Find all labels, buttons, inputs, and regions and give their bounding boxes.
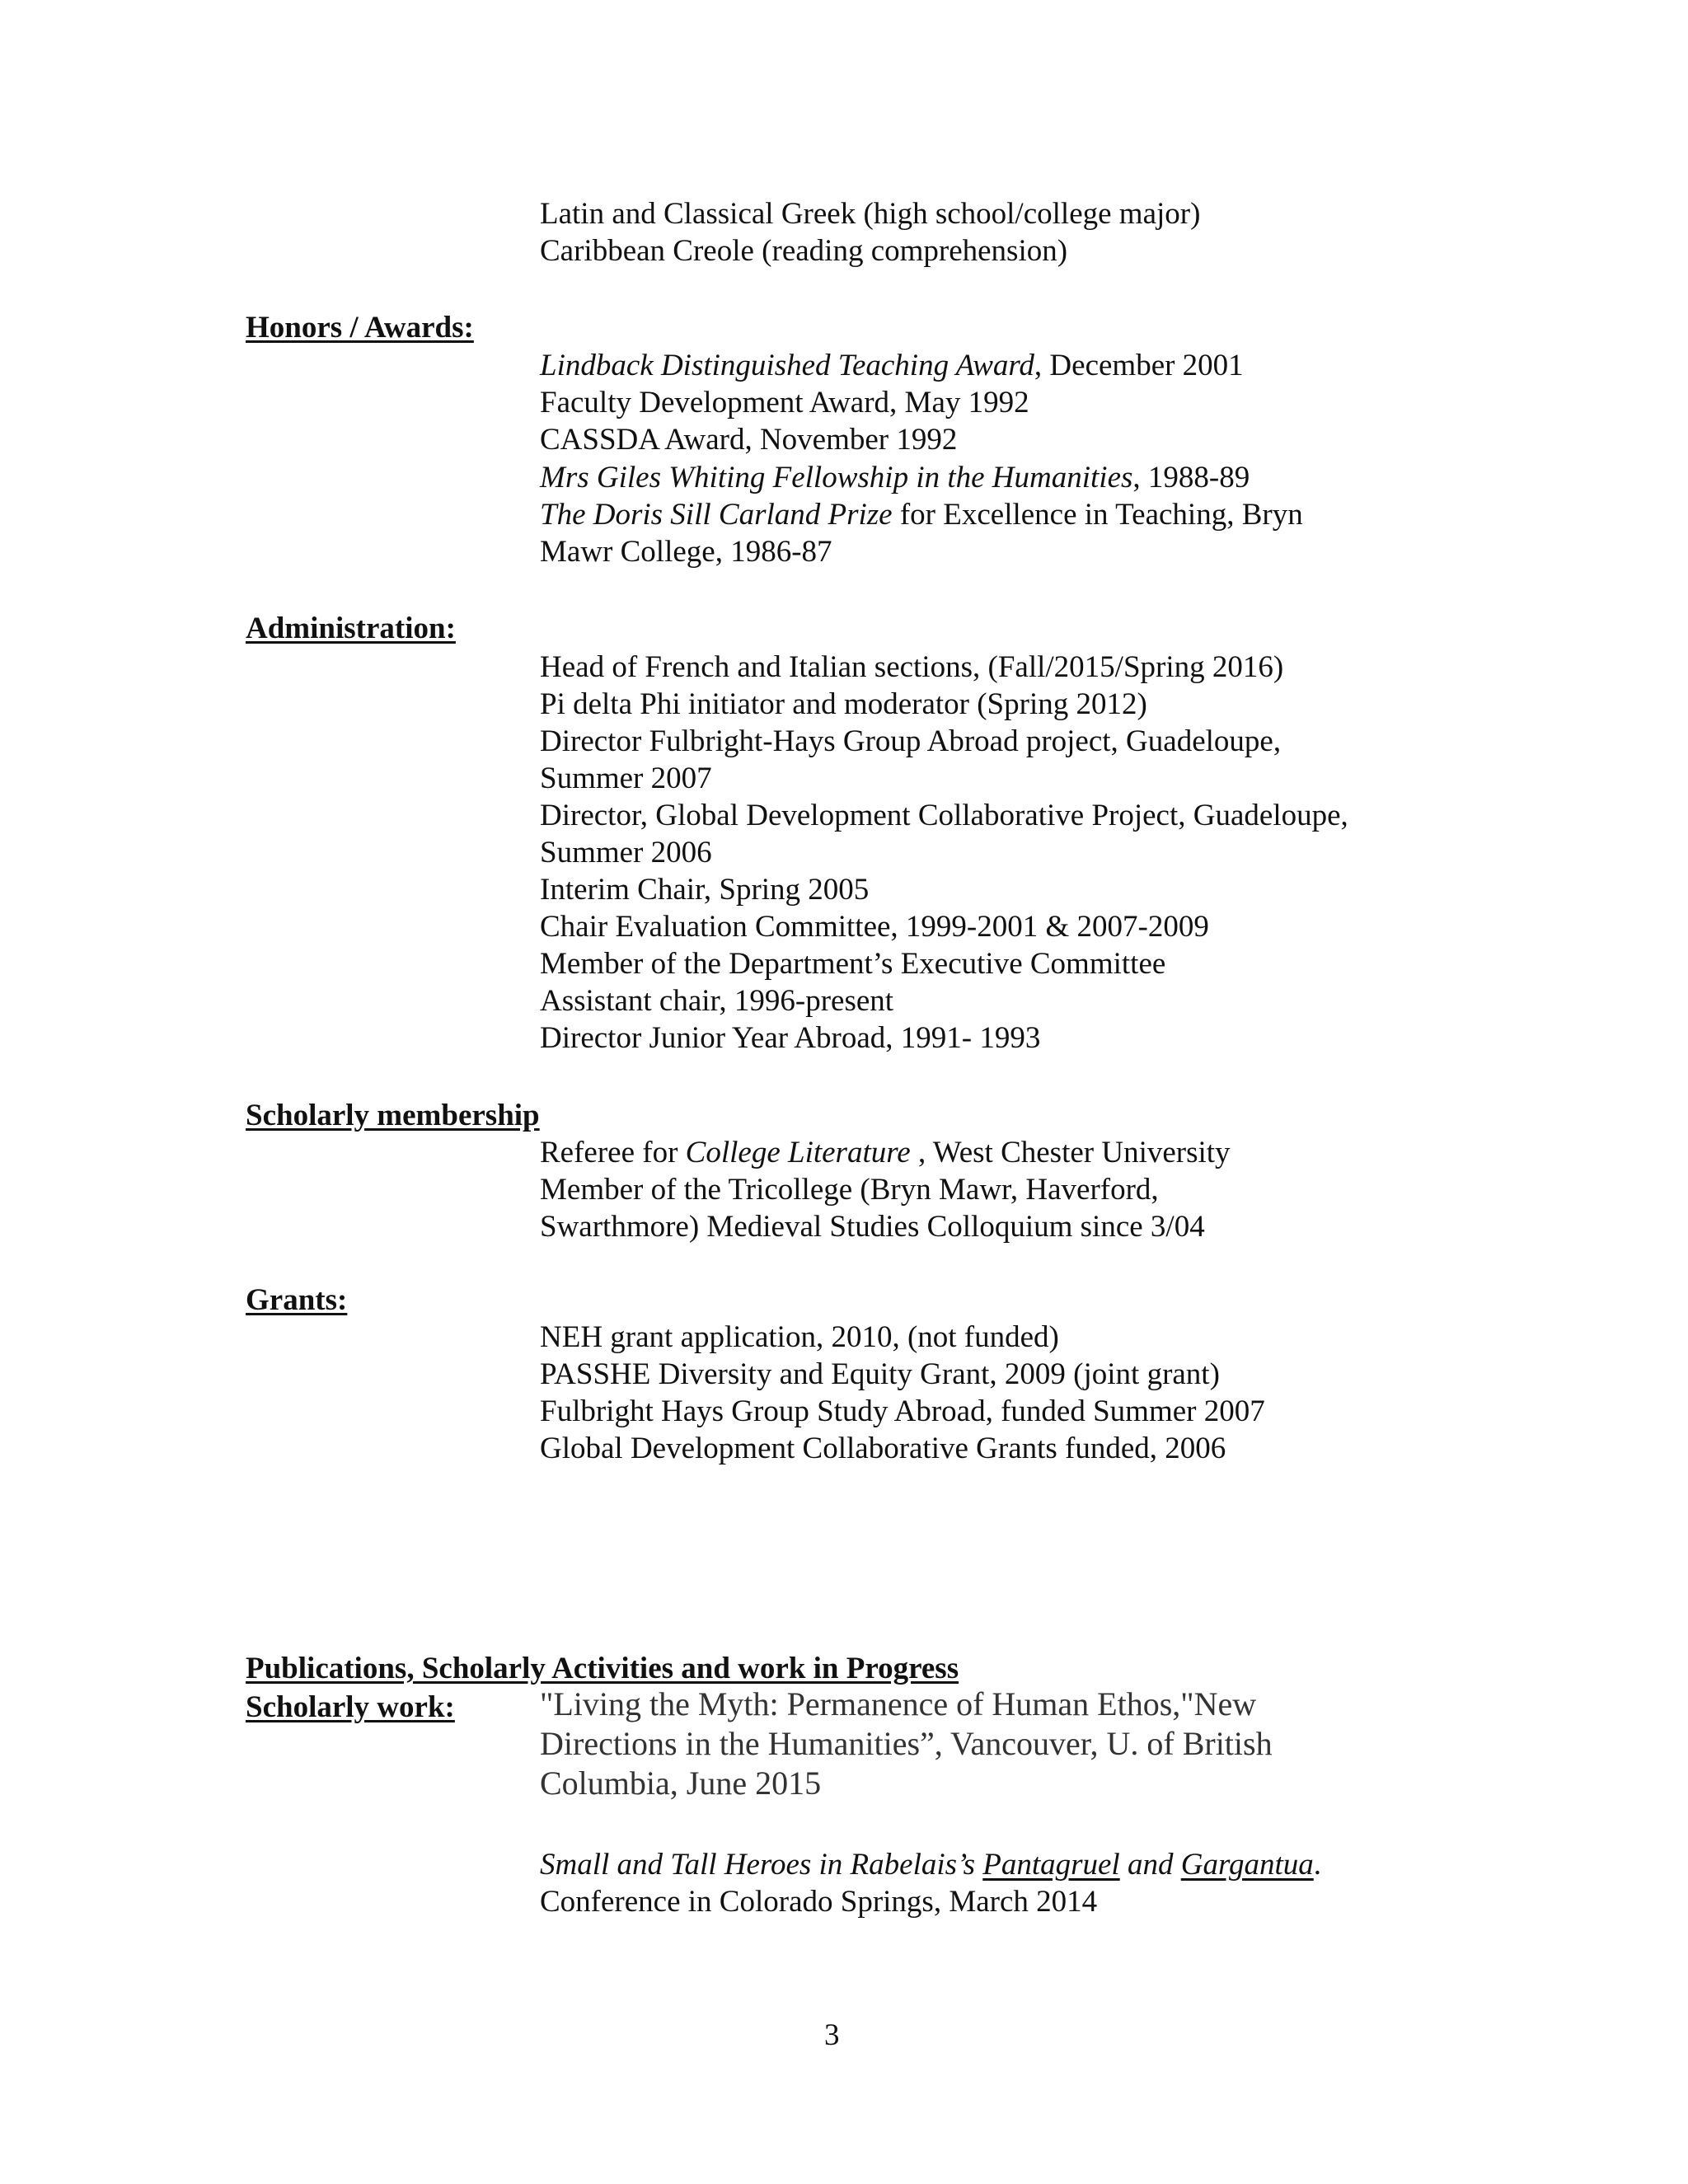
admin-item: Assistant chair, 1996-present xyxy=(540,984,894,1018)
grants-heading: Grants: xyxy=(246,1283,348,1317)
admin-item: Chair Evaluation Committee, 1999-2001 & 2007-2009 xyxy=(540,910,1209,944)
administration-heading: Administration: xyxy=(246,612,456,645)
admin-item: Summer 2007 xyxy=(540,762,712,795)
admin-item: Pi delta Phi initiator and moderator (Spring 2012) xyxy=(540,687,1147,721)
admin-item: Head of French and Italian sections, (Fall/2015/Spring 2016) xyxy=(540,650,1284,684)
grant-item: Fulbright Hays Group Study Abroad, funded Summer 2007 xyxy=(540,1394,1265,1428)
publication-line: Directions in the Humanities”, Vancouver, U. of British xyxy=(540,1725,1273,1762)
publication-line: Small and Tall Heroes in Rabelais’s Pantagruel and Gargantua. xyxy=(540,1848,1321,1882)
publication-line: "Living the Myth: Permanence of Human Ethos,"New xyxy=(540,1685,1257,1722)
honor-item: CASSDA Award, November 1992 xyxy=(540,423,958,457)
membership-item: Swarthmore) Medieval Studies Colloquium since 3/04 xyxy=(540,1210,1205,1244)
grant-item: Global Development Collaborative Grants funded, 2006 xyxy=(540,1432,1226,1465)
admin-item: Director Junior Year Abroad, 1991- 1993 xyxy=(540,1021,1041,1055)
honor-item: Faculty Development Award, May 1992 xyxy=(540,386,1029,419)
honor-item: The Doris Sill Carland Prize for Excellence in Teaching, Bryn xyxy=(540,498,1303,532)
admin-item: Interim Chair, Spring 2005 xyxy=(540,873,870,907)
publication-line: Columbia, June 2015 xyxy=(540,1765,822,1802)
language-line: Caribbean Creole (reading comprehension) xyxy=(540,234,1068,268)
membership-item: Member of the Tricollege (Bryn Mawr, Haverford, xyxy=(540,1173,1159,1207)
scholarly-work-heading: Scholarly work: xyxy=(246,1690,455,1724)
honor-item: Mawr College, 1986-87 xyxy=(540,535,832,569)
honor-item: Lindback Distinguished Teaching Award, December 2001 xyxy=(540,349,1244,382)
honor-item: Mrs Giles Whiting Fellowship in the Humanities, 1988-89 xyxy=(540,461,1250,494)
publications-heading: Publications, Scholarly Activities and work in Progress xyxy=(246,1652,959,1685)
language-line: Latin and Classical Greek (high school/college major) xyxy=(540,197,1201,231)
admin-item: Summer 2006 xyxy=(540,836,712,869)
grant-item: PASSHE Diversity and Equity Grant, 2009 (joint grant) xyxy=(540,1357,1220,1391)
grant-item: NEH grant application, 2010, (not funded) xyxy=(540,1320,1059,1354)
membership-heading: Scholarly membership xyxy=(246,1099,540,1132)
page-number: 3 xyxy=(824,2018,840,2052)
honors-heading: Honors / Awards: xyxy=(246,311,474,344)
admin-item: Director Fulbright-Hays Group Abroad project, Guadeloupe, xyxy=(540,724,1282,758)
admin-item: Director, Global Development Collaborative Project, Guadeloupe, xyxy=(540,799,1348,832)
membership-item: Referee for College Literature , West Chester University xyxy=(540,1136,1231,1169)
publication-line: Conference in Colorado Springs, March 2014 xyxy=(540,1885,1098,1919)
admin-item: Member of the Department’s Executive Committee xyxy=(540,947,1166,981)
